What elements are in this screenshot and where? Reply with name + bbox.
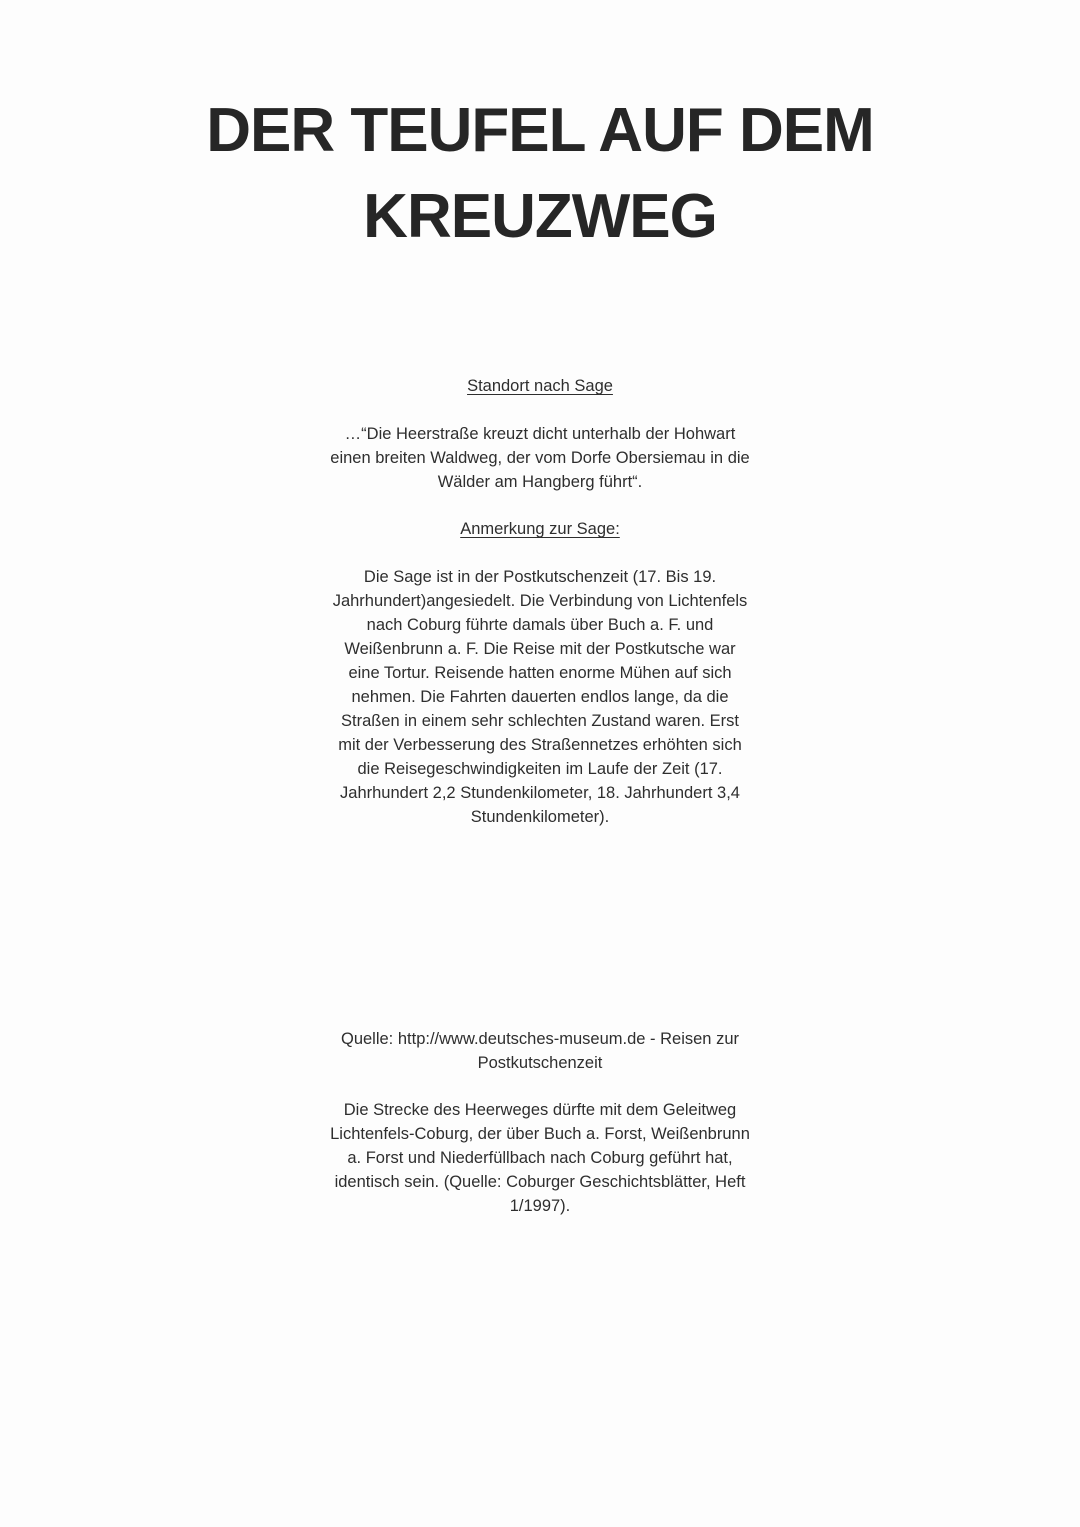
standort-heading: Standort nach Sage: [467, 377, 613, 395]
anmerkung-paragraph: Die Sage ist in der Postkutschenzeit (17. Bis 19. Jahrhundert)angesiedelt. Die Verbindung von Lichtenfels nach Coburg führte damals über Buch a. F. und Weißenbrunn a. F. Die Reise mit der Postkutsche war eine Tortur. Reisende hatten enorme Mühen auf sich nehmen. Die Fahrten dauerten endlos lange, da die Straßen in einem sehr schlechten Zustand waren. Erst mit der Verbesserung des Straßennetzes erhöhten sich die Reisegeschwindigkeiten im Laufe der Zeit (17. Jahrhundert 2,2 Stundenkilometer, 18. Jahrhundert 3,4 Stundenkilometer).: [332, 568, 748, 826]
anmerkung-heading: Anmerkung zur Sage:: [460, 520, 620, 538]
source-note: Quelle: http://www.deutsches-museum.de - Reisen zur Postkutschenzeit: [340, 1030, 739, 1072]
route-paragraph: Die Strecke des Heerweges dürfte mit dem Geleitweg Lichtenfels-Coburg, der über Buch a. Forst, Weißenbrunn a. Forst und Niederfüllbach nach Coburg geführt hat, identisch sein. (Quelle: Coburger Geschichtsblätter, Heft 1/1997).: [330, 1101, 750, 1215]
document-title: DER TEUFEL AUF DEM KREUZWEG: [206, 96, 874, 251]
standort-quote: …“Die Heerstraße kreuzt dicht unterhalb der Hohwart einen breiten Waldweg, der vom Dorfe Obersiemau in die Wälder am Hangberg führt“.: [330, 425, 750, 491]
